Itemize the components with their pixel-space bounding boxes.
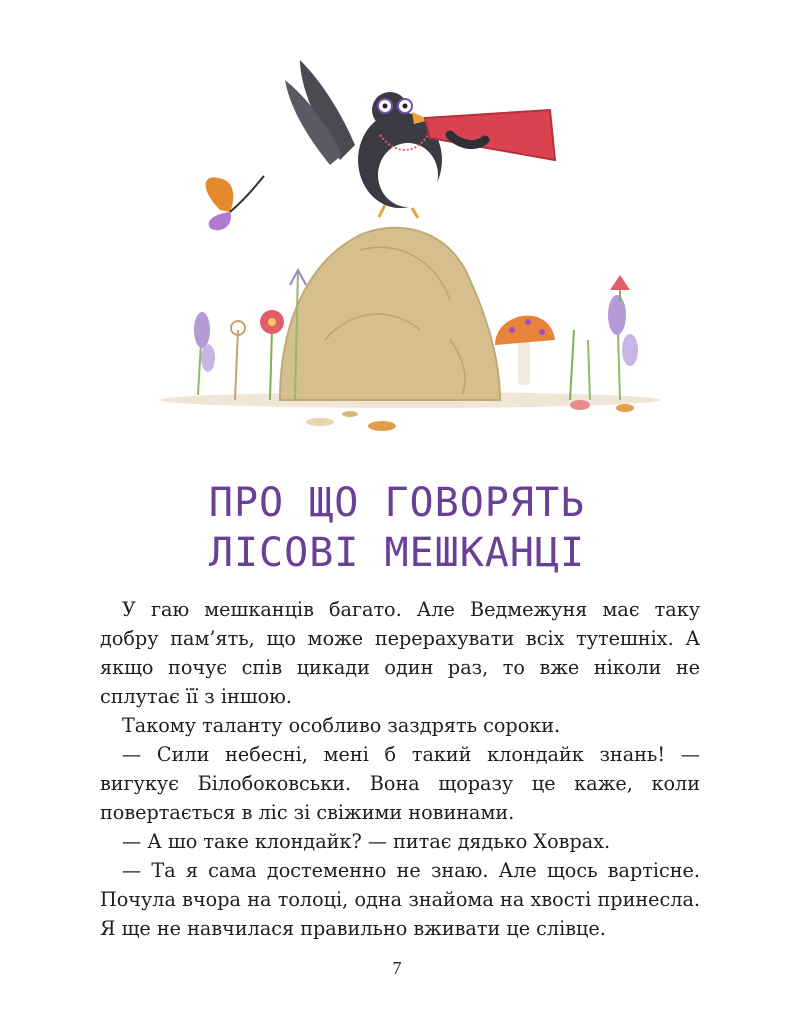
lavender-icon <box>570 295 638 400</box>
mushroom-icon <box>495 316 555 385</box>
body-text <box>100 595 700 943</box>
rock-icon <box>280 228 500 400</box>
paragraph: — Та я сама достеменно не знаю. Але щось вартісне. Почула вчора на толоці, одна знайома на хвості принесла. Я ще не навчилася правильно вживати це слівце. <box>100 859 700 940</box>
paragraph: — А шо таке клондайк? — питає дядько Ховрах. <box>122 830 611 853</box>
paragraph: — Сили небесні, мені б такий клондайк знань! — вигукує Білобоковськи. Вона щоразу це каже, коли повертається в ліс зі свіжими новинами. <box>100 743 700 824</box>
paragraph: Такому таланту особливо заздрять сороки. <box>122 714 561 737</box>
page-number: 7 <box>392 958 402 978</box>
butterfly-icon <box>206 176 264 230</box>
magpie-icon <box>285 60 442 218</box>
telescope-icon <box>425 110 555 160</box>
paragraph: У гаю мешканців багато. Але Ведмежуня має таку добру пам’ять, що може перерахувати всіх тутешніх. А якщо почує спів цикади один раз, то вже ніколи не сплутає її з іншою. <box>100 598 700 708</box>
chapter-title-line-2: ЛІСОВІ МЕШКАНЦІ <box>208 530 586 576</box>
chapter-title-line-1: ПРО ЩО ГОВОРЯТЬ <box>208 480 586 526</box>
magpie-illustration <box>150 40 670 440</box>
flower-icon <box>231 310 284 400</box>
